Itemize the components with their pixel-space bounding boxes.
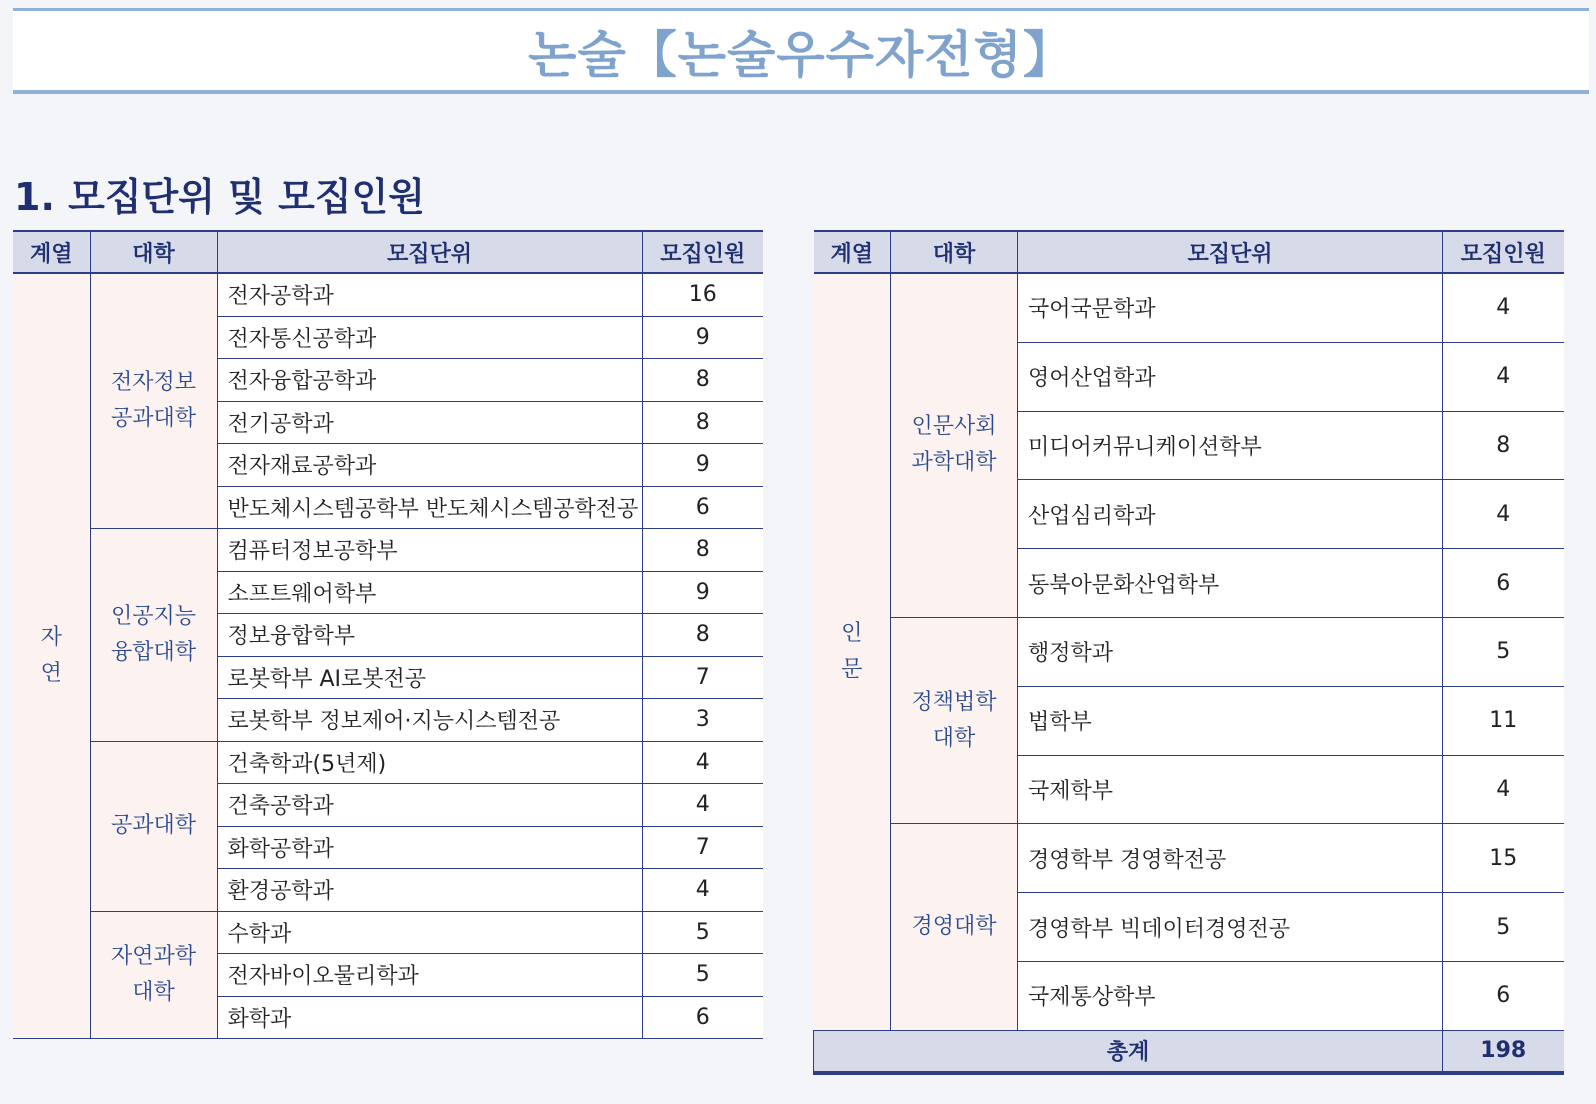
recruit-count: 4: [1443, 480, 1564, 549]
college-name: 정책법학 대학: [911, 689, 997, 751]
recruit-count: 6: [1443, 961, 1564, 1030]
recruit-count: 7: [642, 656, 763, 699]
table-row: [13, 911, 763, 954]
header-category: 계열: [13, 231, 90, 273]
section-heading: 1. 모집단위 및 모집인원: [14, 175, 425, 219]
college-cell: [90, 273, 217, 529]
recruit-count: 11: [1443, 686, 1564, 755]
unit-name: 컴퓨터정보공학부: [217, 529, 642, 572]
table-body: [814, 273, 1564, 1030]
recruit-count: 9: [642, 571, 763, 614]
admission-table-humanities: [813, 230, 1564, 1075]
recruit-count: 5: [642, 954, 763, 997]
unit-name: 환경공학과: [217, 869, 642, 912]
college-name: 공과대학: [110, 813, 196, 838]
recruit-count: 4: [1443, 273, 1564, 342]
recruit-count: 7: [642, 826, 763, 869]
category-label: 자연: [40, 625, 62, 686]
recruit-count: 3: [642, 699, 763, 742]
recruit-count: 9: [642, 444, 763, 487]
college-name: 자연과학 대학: [110, 943, 196, 1005]
unit-name: 경영학부 경영학전공: [1018, 824, 1443, 893]
unit-name: 반도체시스템공학부 반도체시스템공학전공: [217, 486, 642, 529]
recruit-count: 5: [642, 911, 763, 954]
unit-name: 전자공학과: [217, 273, 642, 316]
recruit-count: 5: [1443, 617, 1564, 686]
unit-name: 영어산업학과: [1018, 342, 1443, 411]
recruit-count: 6: [642, 486, 763, 529]
unit-name: 로봇학부 정보제어·지능시스템전공: [217, 699, 642, 742]
unit-name: 국제통상학부: [1018, 961, 1443, 1030]
recruit-count: 5: [1443, 893, 1564, 962]
recruit-count: 4: [642, 869, 763, 912]
recruit-count: 8: [642, 529, 763, 572]
table-row: [13, 273, 763, 316]
recruit-count: 8: [642, 359, 763, 402]
recruit-count: 4: [642, 741, 763, 784]
unit-name: 국어국문학과: [1018, 273, 1443, 342]
unit-name: 국제학부: [1018, 755, 1443, 824]
unit-name: 화학과: [217, 996, 642, 1039]
college-cell: [891, 617, 1018, 823]
unit-name: 화학공학과: [217, 826, 642, 869]
unit-name: 동북아문화산업학부: [1018, 549, 1443, 618]
college-name: 인문사회 과학대학: [911, 414, 997, 476]
unit-name: 전자융합공학과: [217, 359, 642, 402]
admission-table-natural: [13, 230, 763, 1039]
college-name: 인공지능 융합대학: [110, 603, 196, 665]
recruit-count: 15: [1443, 824, 1564, 893]
table-row: [814, 617, 1564, 686]
unit-name: 법학부: [1018, 686, 1443, 755]
unit-name: 건축공학과: [217, 784, 642, 827]
recruit-count: 6: [642, 996, 763, 1039]
college-name: 전자정보 공과대학: [110, 370, 196, 431]
unit-name: 전자재료공학과: [217, 444, 642, 487]
college-cell: [891, 273, 1018, 617]
header-unit: 모집단위: [217, 231, 642, 273]
page-title: 논술【논술우수자전형】: [528, 25, 1074, 84]
table-body: [13, 273, 763, 1039]
category-cell: [13, 273, 90, 1039]
college-cell: [891, 824, 1018, 1030]
unit-name: 건축학과(5년제): [217, 741, 642, 784]
unit-name: 로봇학부 AI로봇전공: [217, 656, 642, 699]
category-cell: [814, 273, 891, 1030]
unit-name: 미디어커뮤니케이션학부: [1018, 411, 1443, 480]
recruit-count: 4: [1443, 755, 1564, 824]
recruit-count: 4: [1443, 342, 1564, 411]
total-row: [814, 1030, 1564, 1073]
college-cell: [90, 911, 217, 1039]
header-count: 모집인원: [642, 231, 763, 273]
unit-name: 경영학부 빅데이터경영전공: [1018, 893, 1443, 962]
table-header-row: [814, 231, 1564, 273]
header-category: 계열: [814, 231, 891, 273]
category-label: 인문: [841, 620, 863, 682]
recruit-count: 9: [642, 316, 763, 359]
recruit-count: 16: [642, 273, 763, 316]
unit-name: 소프트웨어학부: [217, 571, 642, 614]
table-header-row: [13, 231, 763, 273]
college-cell: [90, 741, 217, 911]
unit-name: 수학과: [217, 911, 642, 954]
table-row: [814, 824, 1564, 893]
unit-name: 산업심리학과: [1018, 480, 1443, 549]
recruit-count: 6: [1443, 549, 1564, 618]
unit-name: 행정학과: [1018, 617, 1443, 686]
recruit-count: 8: [642, 614, 763, 657]
unit-name: 전자통신공학과: [217, 316, 642, 359]
table-row: [13, 741, 763, 784]
table-row: [814, 273, 1564, 342]
unit-name: 전기공학과: [217, 401, 642, 444]
recruit-count: 8: [1443, 411, 1564, 480]
header-college: 대학: [891, 231, 1018, 273]
title-bar: [13, 8, 1589, 94]
header-count: 모집인원: [1443, 231, 1564, 273]
college-name: 경영대학: [911, 914, 997, 940]
header-college: 대학: [90, 231, 217, 273]
recruit-count: 4: [642, 784, 763, 827]
total-value: 198: [1443, 1030, 1564, 1073]
table-row: [13, 529, 763, 572]
unit-name: 정보융합학부: [217, 614, 642, 657]
college-cell: [90, 529, 217, 742]
recruit-count: 8: [642, 401, 763, 444]
total-label: 총계: [814, 1030, 1443, 1073]
unit-name: 전자바이오물리학과: [217, 954, 642, 997]
header-unit: 모집단위: [1018, 231, 1443, 273]
